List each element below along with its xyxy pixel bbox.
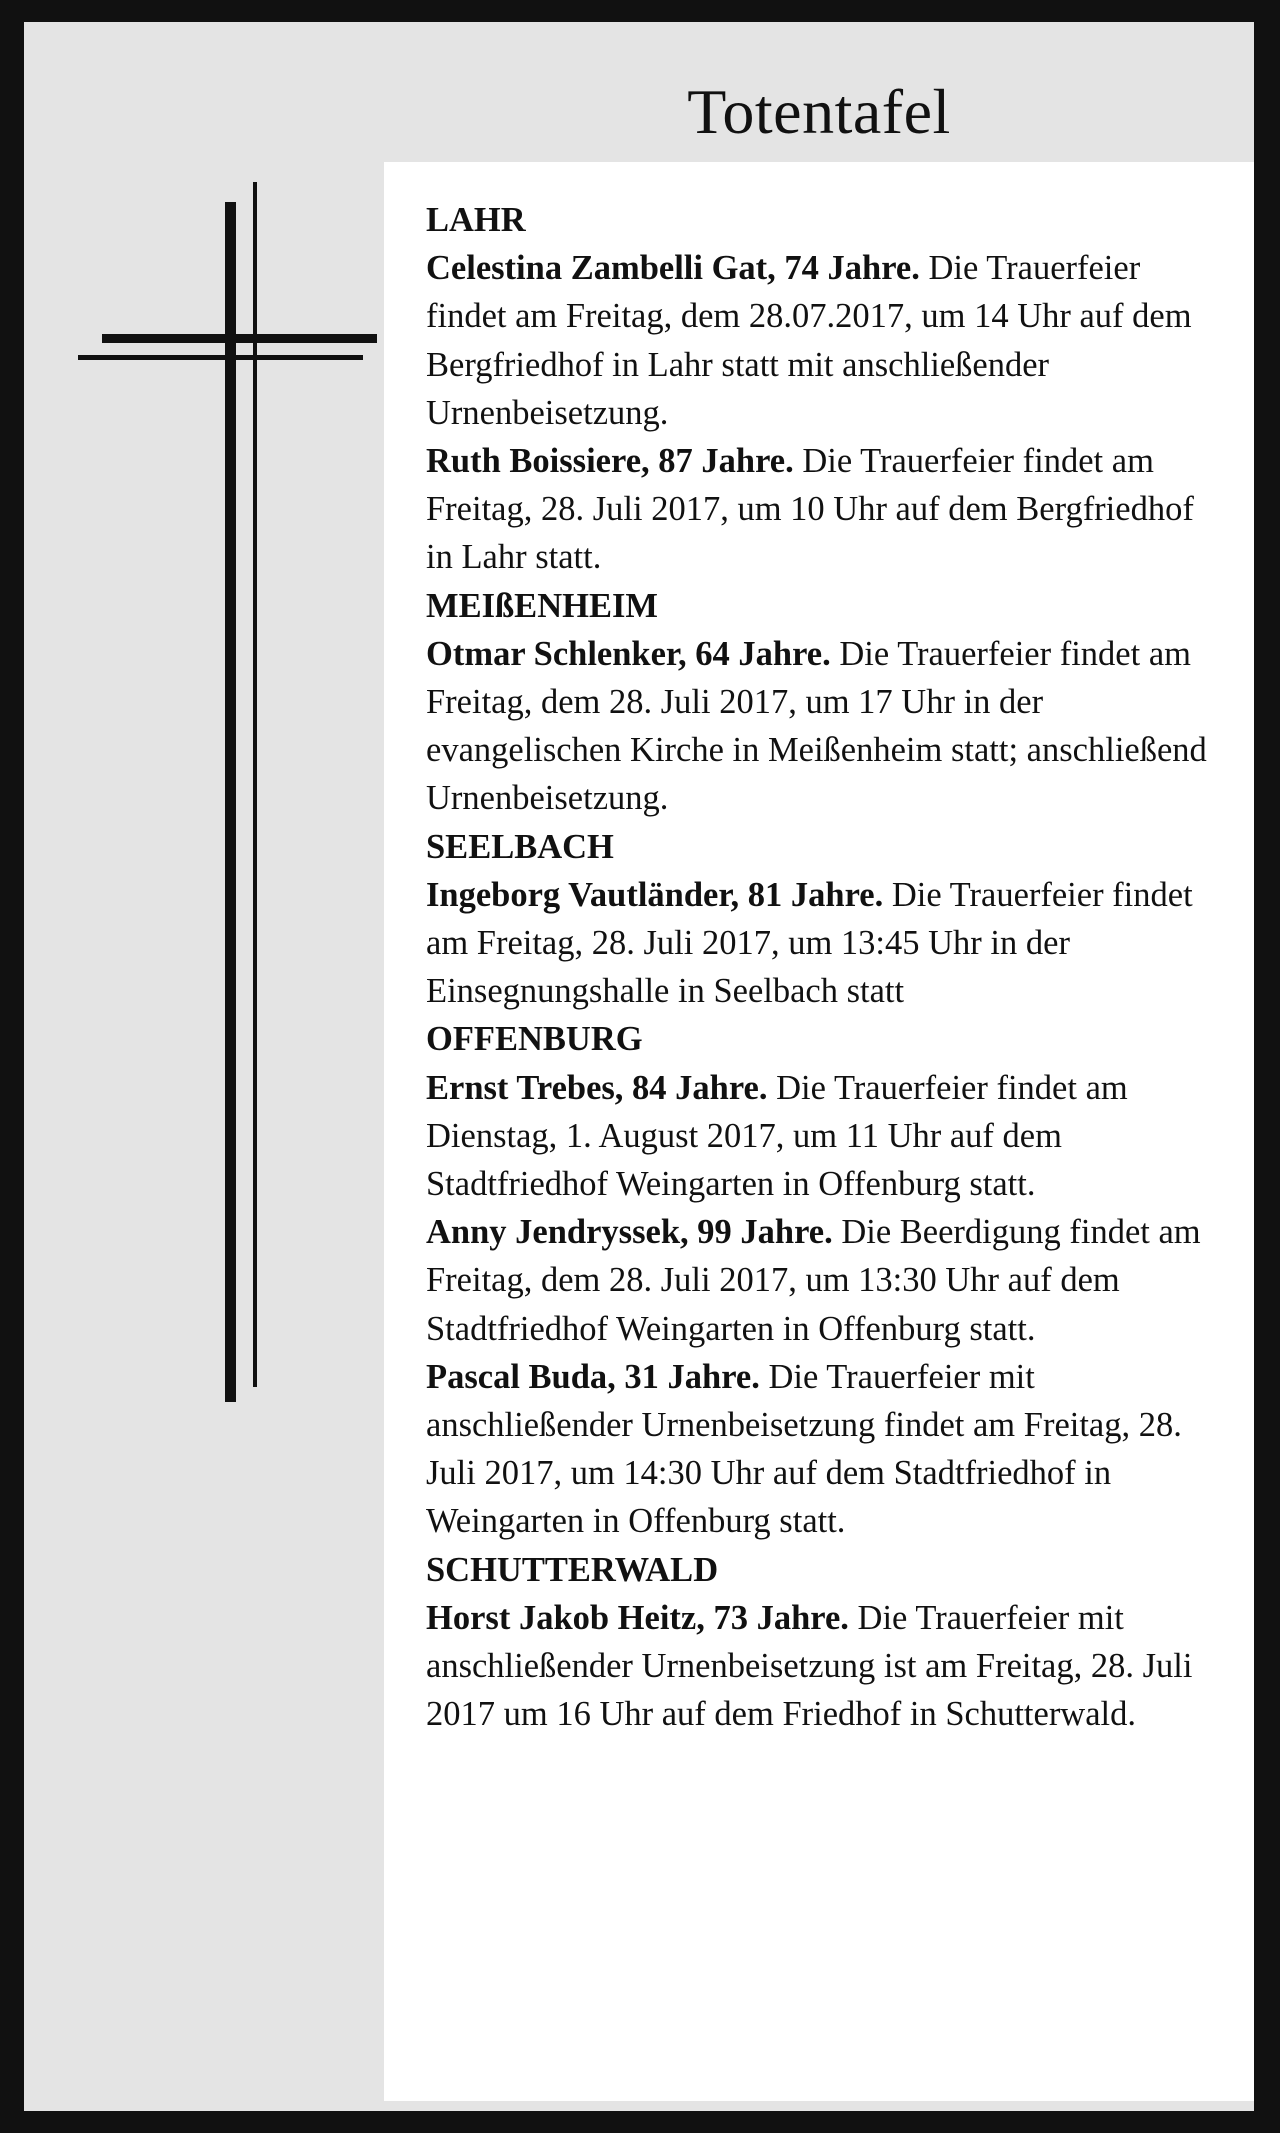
ceremony-details: Die Trauerfeier mit anschließender Urnenbeisetzung ist am Freitag, 28. Juli 2017 um 16 Uhr auf dem Friedhof in Schutterwald. (426, 1598, 1193, 1734)
ceremony-details: Die Trauerfeier findet am Freitag, 28. Juli 2017, um 13:45 Uhr in der Einsegnungshalle in Seelbach statt (426, 875, 1193, 1011)
section-place-schutterwald: SCHUTTERWALD (426, 1550, 719, 1589)
ceremony-details: Die Trauerfeier findet am Freitag, dem 28. Juli 2017, um 17 Uhr in der evangelischen Kirche in Meißenheim statt; anschließend Urnenbeisetzung. (426, 634, 1207, 818)
obituary-entry (426, 1064, 1222, 1209)
deceased-name: Horst Jakob Heitz, 73 Jahre. (426, 1598, 849, 1637)
obituary-entry (426, 1208, 1222, 1353)
ceremony-details: Die Trauerfeier findet am Dienstag, 1. August 2017, um 11 Uhr auf dem Stadtfriedhof Weingarten in Offenburg statt. (426, 1068, 1128, 1204)
obituary-entry (426, 1594, 1222, 1739)
ceremony-details: Die Trauerfeier findet am Freitag, dem 28.07.2017, um 14 Uhr auf dem Bergfriedhof in Lahr statt mit anschließender Urnenbeisetzung. (426, 249, 1192, 432)
obituary-entry (426, 244, 1222, 437)
deceased-name: Anny Jendryssek, 99 Jahre. (426, 1213, 833, 1252)
deceased-name: Ingeborg Vautländer, 81 Jahre. (426, 875, 884, 914)
obituary-panel (24, 22, 1254, 2111)
ceremony-details: Die Trauerfeier mit anschließender Urnenbeisetzung findet am Freitag, 28. Juli 2017, um 14:30 Uhr auf dem Stadtfriedhof in Weingarten in Offenburg statt. (426, 1357, 1182, 1541)
section-place-seelbach: SEELBACH (426, 827, 614, 866)
deceased-name: Pascal Buda, 31 Jahre. (426, 1357, 760, 1396)
deceased-name: Celestina Zambelli Gat, 74 Jahre. (426, 249, 920, 288)
ceremony-details: Die Beerdigung findet am Freitag, dem 28. Juli 2017, um 13:30 Uhr auf dem Stadtfriedhof Weingarten in Offenburg statt. (426, 1213, 1201, 1348)
deceased-name: Ruth Boissiere, 87 Jahre. (426, 442, 794, 481)
deceased-name: Ernst Trebes, 84 Jahre. (426, 1068, 768, 1107)
section-place-lahr: LAHR (426, 201, 526, 239)
section-place-meissenheim: MEIßENHEIM (426, 586, 658, 625)
deceased-name: Otmar Schlenker, 64 Jahre. (426, 634, 831, 673)
obituary-entry (426, 1353, 1222, 1546)
obituary-entry (426, 630, 1222, 823)
section-place-offenburg: OFFENBURG (426, 1020, 643, 1059)
obituary-entry (426, 437, 1222, 582)
obituary-entry (426, 871, 1222, 1016)
page-title: Totentafel (687, 76, 951, 147)
ceremony-details: Die Trauerfeier findet am Freitag, 28. Juli 2017, um 10 Uhr auf dem Bergfriedhof in Lahr statt. (426, 442, 1194, 577)
obituary-list (384, 162, 1254, 2101)
